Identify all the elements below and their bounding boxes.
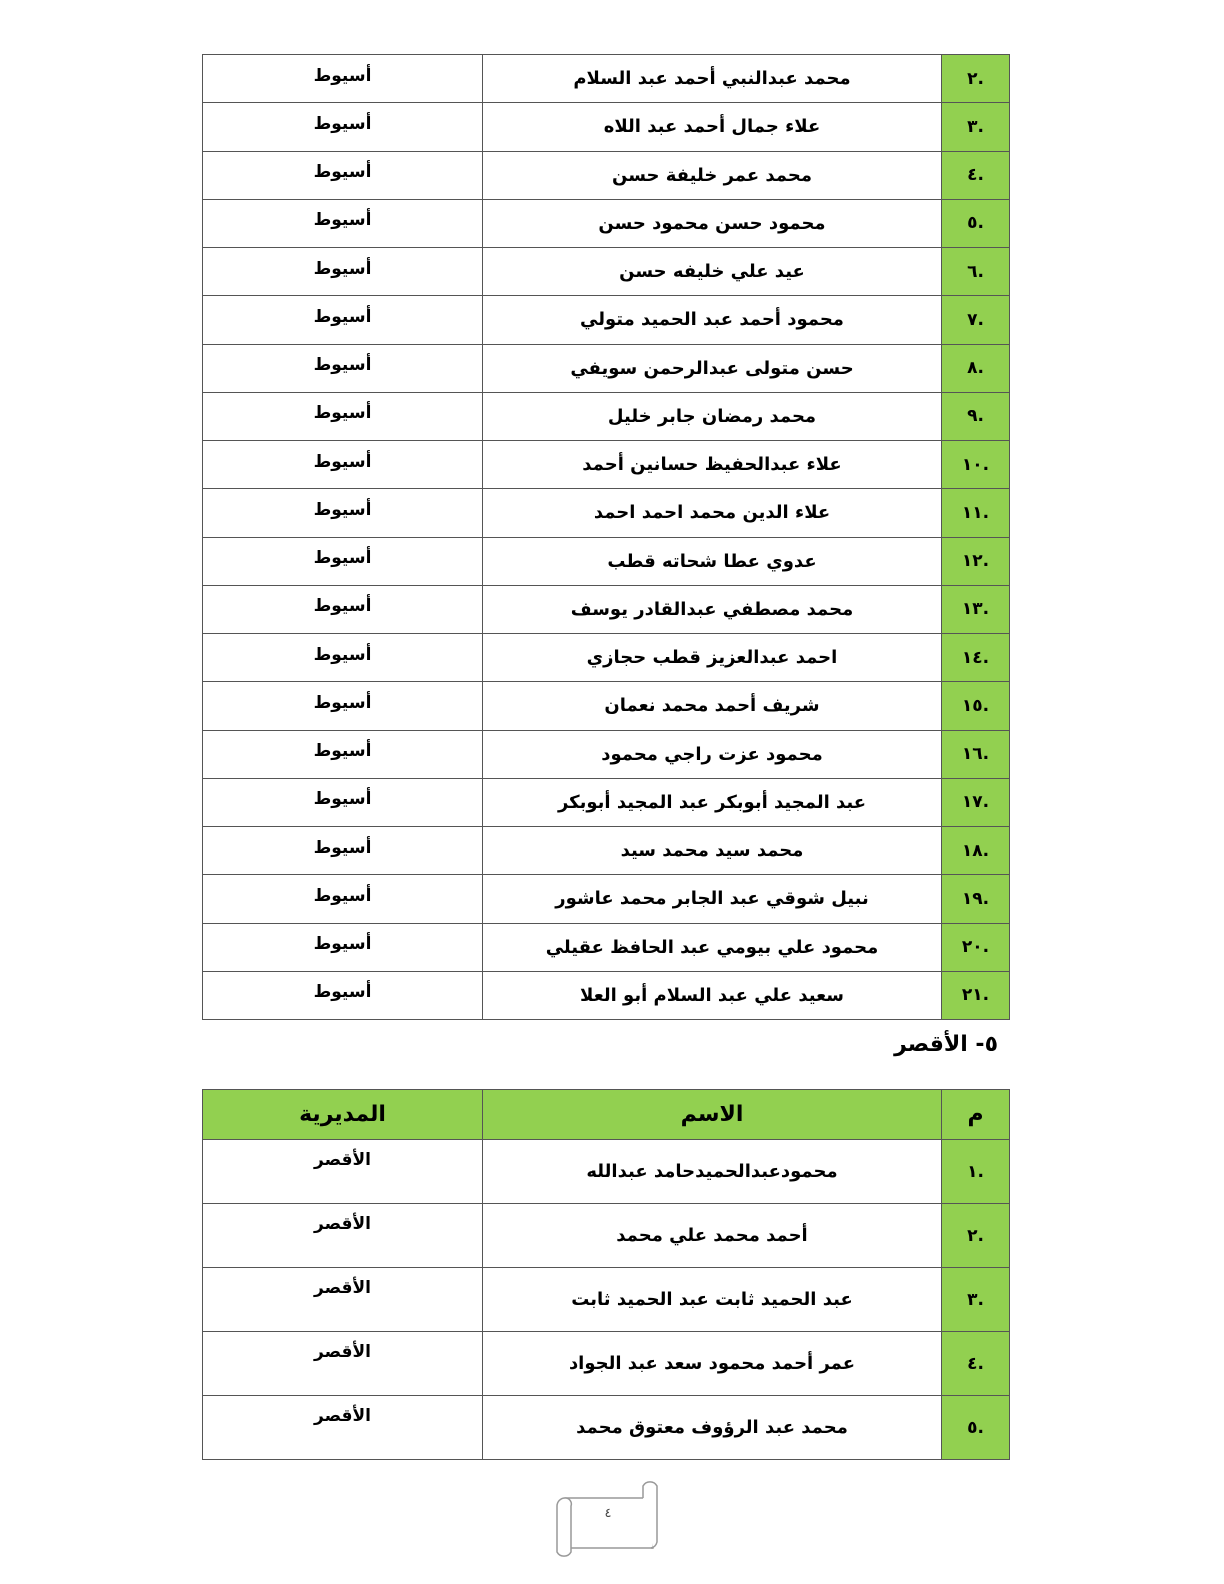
- person-name: محمد عمر خليفة حسن: [483, 151, 942, 199]
- person-name: محمودعبدالحميدحامد عبدالله: [483, 1140, 942, 1204]
- row-number: .٤: [942, 151, 1010, 199]
- person-name: محمود حسن محمود حسن: [483, 199, 942, 247]
- district-name: الأقصر: [203, 1140, 483, 1204]
- person-name: عمر أحمد محمود سعد عبد الجواد: [483, 1332, 942, 1396]
- table-row: [203, 875, 1010, 923]
- person-name: محمد عبدالنبي أحمد عبد السلام: [483, 55, 942, 103]
- row-number: .١٠: [942, 441, 1010, 489]
- table-row: [203, 392, 1010, 440]
- district-name: أسيوط: [203, 923, 483, 971]
- table-row: [203, 344, 1010, 392]
- row-number: .٩: [942, 392, 1010, 440]
- district-name: أسيوط: [203, 585, 483, 633]
- table-row: [203, 971, 1010, 1019]
- table-row: [203, 151, 1010, 199]
- person-name: محمد سيد محمد سيد: [483, 827, 942, 875]
- person-name: سعيد علي عبد السلام أبو العلا: [483, 971, 942, 1019]
- luxor-table: [202, 1089, 1010, 1460]
- person-name: احمد عبدالعزيز قطب حجازي: [483, 634, 942, 682]
- header-number: م: [942, 1090, 1010, 1140]
- person-name: علاء جمال أحمد عبد اللاه: [483, 103, 942, 151]
- row-number: .٢٠: [942, 923, 1010, 971]
- section-heading-luxor: ٥- الأقصر: [894, 1032, 998, 1057]
- row-number: .٥: [942, 199, 1010, 247]
- row-number: .١: [942, 1140, 1010, 1204]
- district-name: أسيوط: [203, 392, 483, 440]
- district-name: أسيوط: [203, 296, 483, 344]
- row-number: .٣: [942, 1268, 1010, 1332]
- district-name: الأقصر: [203, 1332, 483, 1396]
- table-row: [203, 634, 1010, 682]
- table-row: [203, 1396, 1010, 1460]
- page-number-scroll: [553, 1476, 663, 1560]
- row-number: .٨: [942, 344, 1010, 392]
- row-number: .٧: [942, 296, 1010, 344]
- table-header-row: [203, 1090, 1010, 1140]
- table-row: [203, 199, 1010, 247]
- district-name: أسيوط: [203, 778, 483, 826]
- table-row: [203, 537, 1010, 585]
- person-name: نبيل شوقي عبد الجابر محمد عاشور: [483, 875, 942, 923]
- header-district: المديرية: [203, 1090, 483, 1140]
- person-name: أحمد محمد علي محمد: [483, 1204, 942, 1268]
- district-name: أسيوط: [203, 103, 483, 151]
- table-row: [203, 1332, 1010, 1396]
- page-number: ٤: [604, 1506, 612, 1521]
- district-name: أسيوط: [203, 489, 483, 537]
- person-name: حسن متولى عبدالرحمن سويفي: [483, 344, 942, 392]
- person-name: محمود أحمد عبد الحميد متولي: [483, 296, 942, 344]
- table-row: [203, 1140, 1010, 1204]
- row-number: .١١: [942, 489, 1010, 537]
- person-name: عبد المجيد أبوبكر عبد المجيد أبوبكر: [483, 778, 942, 826]
- table-row: [203, 923, 1010, 971]
- district-name: أسيوط: [203, 344, 483, 392]
- district-name: أسيوط: [203, 199, 483, 247]
- table-row: [203, 489, 1010, 537]
- person-name: محمود عزت راجي محمود: [483, 730, 942, 778]
- table-row: [203, 827, 1010, 875]
- header-name: الاسم: [483, 1090, 942, 1140]
- table-row: [203, 1204, 1010, 1268]
- district-name: الأقصر: [203, 1204, 483, 1268]
- person-name: عدوي عطا شحاته قطب: [483, 537, 942, 585]
- row-number: .١٥: [942, 682, 1010, 730]
- row-number: .١٦: [942, 730, 1010, 778]
- district-name: أسيوط: [203, 971, 483, 1019]
- district-name: أسيوط: [203, 55, 483, 103]
- district-name: أسيوط: [203, 537, 483, 585]
- table-row: [203, 730, 1010, 778]
- table-row: [203, 682, 1010, 730]
- row-number: .٥: [942, 1396, 1010, 1460]
- row-number: .٢: [942, 1204, 1010, 1268]
- row-number: .١٢: [942, 537, 1010, 585]
- district-name: أسيوط: [203, 730, 483, 778]
- district-name: أسيوط: [203, 634, 483, 682]
- district-name: أسيوط: [203, 441, 483, 489]
- row-number: .١٤: [942, 634, 1010, 682]
- district-name: أسيوط: [203, 248, 483, 296]
- district-name: أسيوط: [203, 682, 483, 730]
- assiut-table: [202, 54, 1010, 1020]
- district-name: الأقصر: [203, 1396, 483, 1460]
- table-row: [203, 441, 1010, 489]
- row-number: .٣: [942, 103, 1010, 151]
- row-number: .١٧: [942, 778, 1010, 826]
- person-name: عبد الحميد ثابت عبد الحميد ثابت: [483, 1268, 942, 1332]
- district-name: أسيوط: [203, 151, 483, 199]
- row-number: .١٣: [942, 585, 1010, 633]
- table-row: [203, 778, 1010, 826]
- table-row: [203, 103, 1010, 151]
- row-number: .٢: [942, 55, 1010, 103]
- person-name: علاء عبدالحفيظ حسانين أحمد: [483, 441, 942, 489]
- person-name: محمد عبد الرؤوف معتوق محمد: [483, 1396, 942, 1460]
- table-row: [203, 296, 1010, 344]
- district-name: الأقصر: [203, 1268, 483, 1332]
- table-row: [203, 585, 1010, 633]
- person-name: محمد رمضان جابر خليل: [483, 392, 942, 440]
- district-name: أسيوط: [203, 827, 483, 875]
- row-number: .١٨: [942, 827, 1010, 875]
- person-name: شريف أحمد محمد نعمان: [483, 682, 942, 730]
- person-name: عيد علي خليفه حسن: [483, 248, 942, 296]
- district-name: أسيوط: [203, 875, 483, 923]
- person-name: محمد مصطفي عبدالقادر يوسف: [483, 585, 942, 633]
- row-number: .٦: [942, 248, 1010, 296]
- person-name: علاء الدين محمد احمد احمد: [483, 489, 942, 537]
- table-row: [203, 55, 1010, 103]
- table-row: [203, 248, 1010, 296]
- row-number: .٤: [942, 1332, 1010, 1396]
- row-number: .٢١: [942, 971, 1010, 1019]
- person-name: محمود علي بيومي عبد الحافظ عقيلي: [483, 923, 942, 971]
- row-number: .١٩: [942, 875, 1010, 923]
- table-row: [203, 1268, 1010, 1332]
